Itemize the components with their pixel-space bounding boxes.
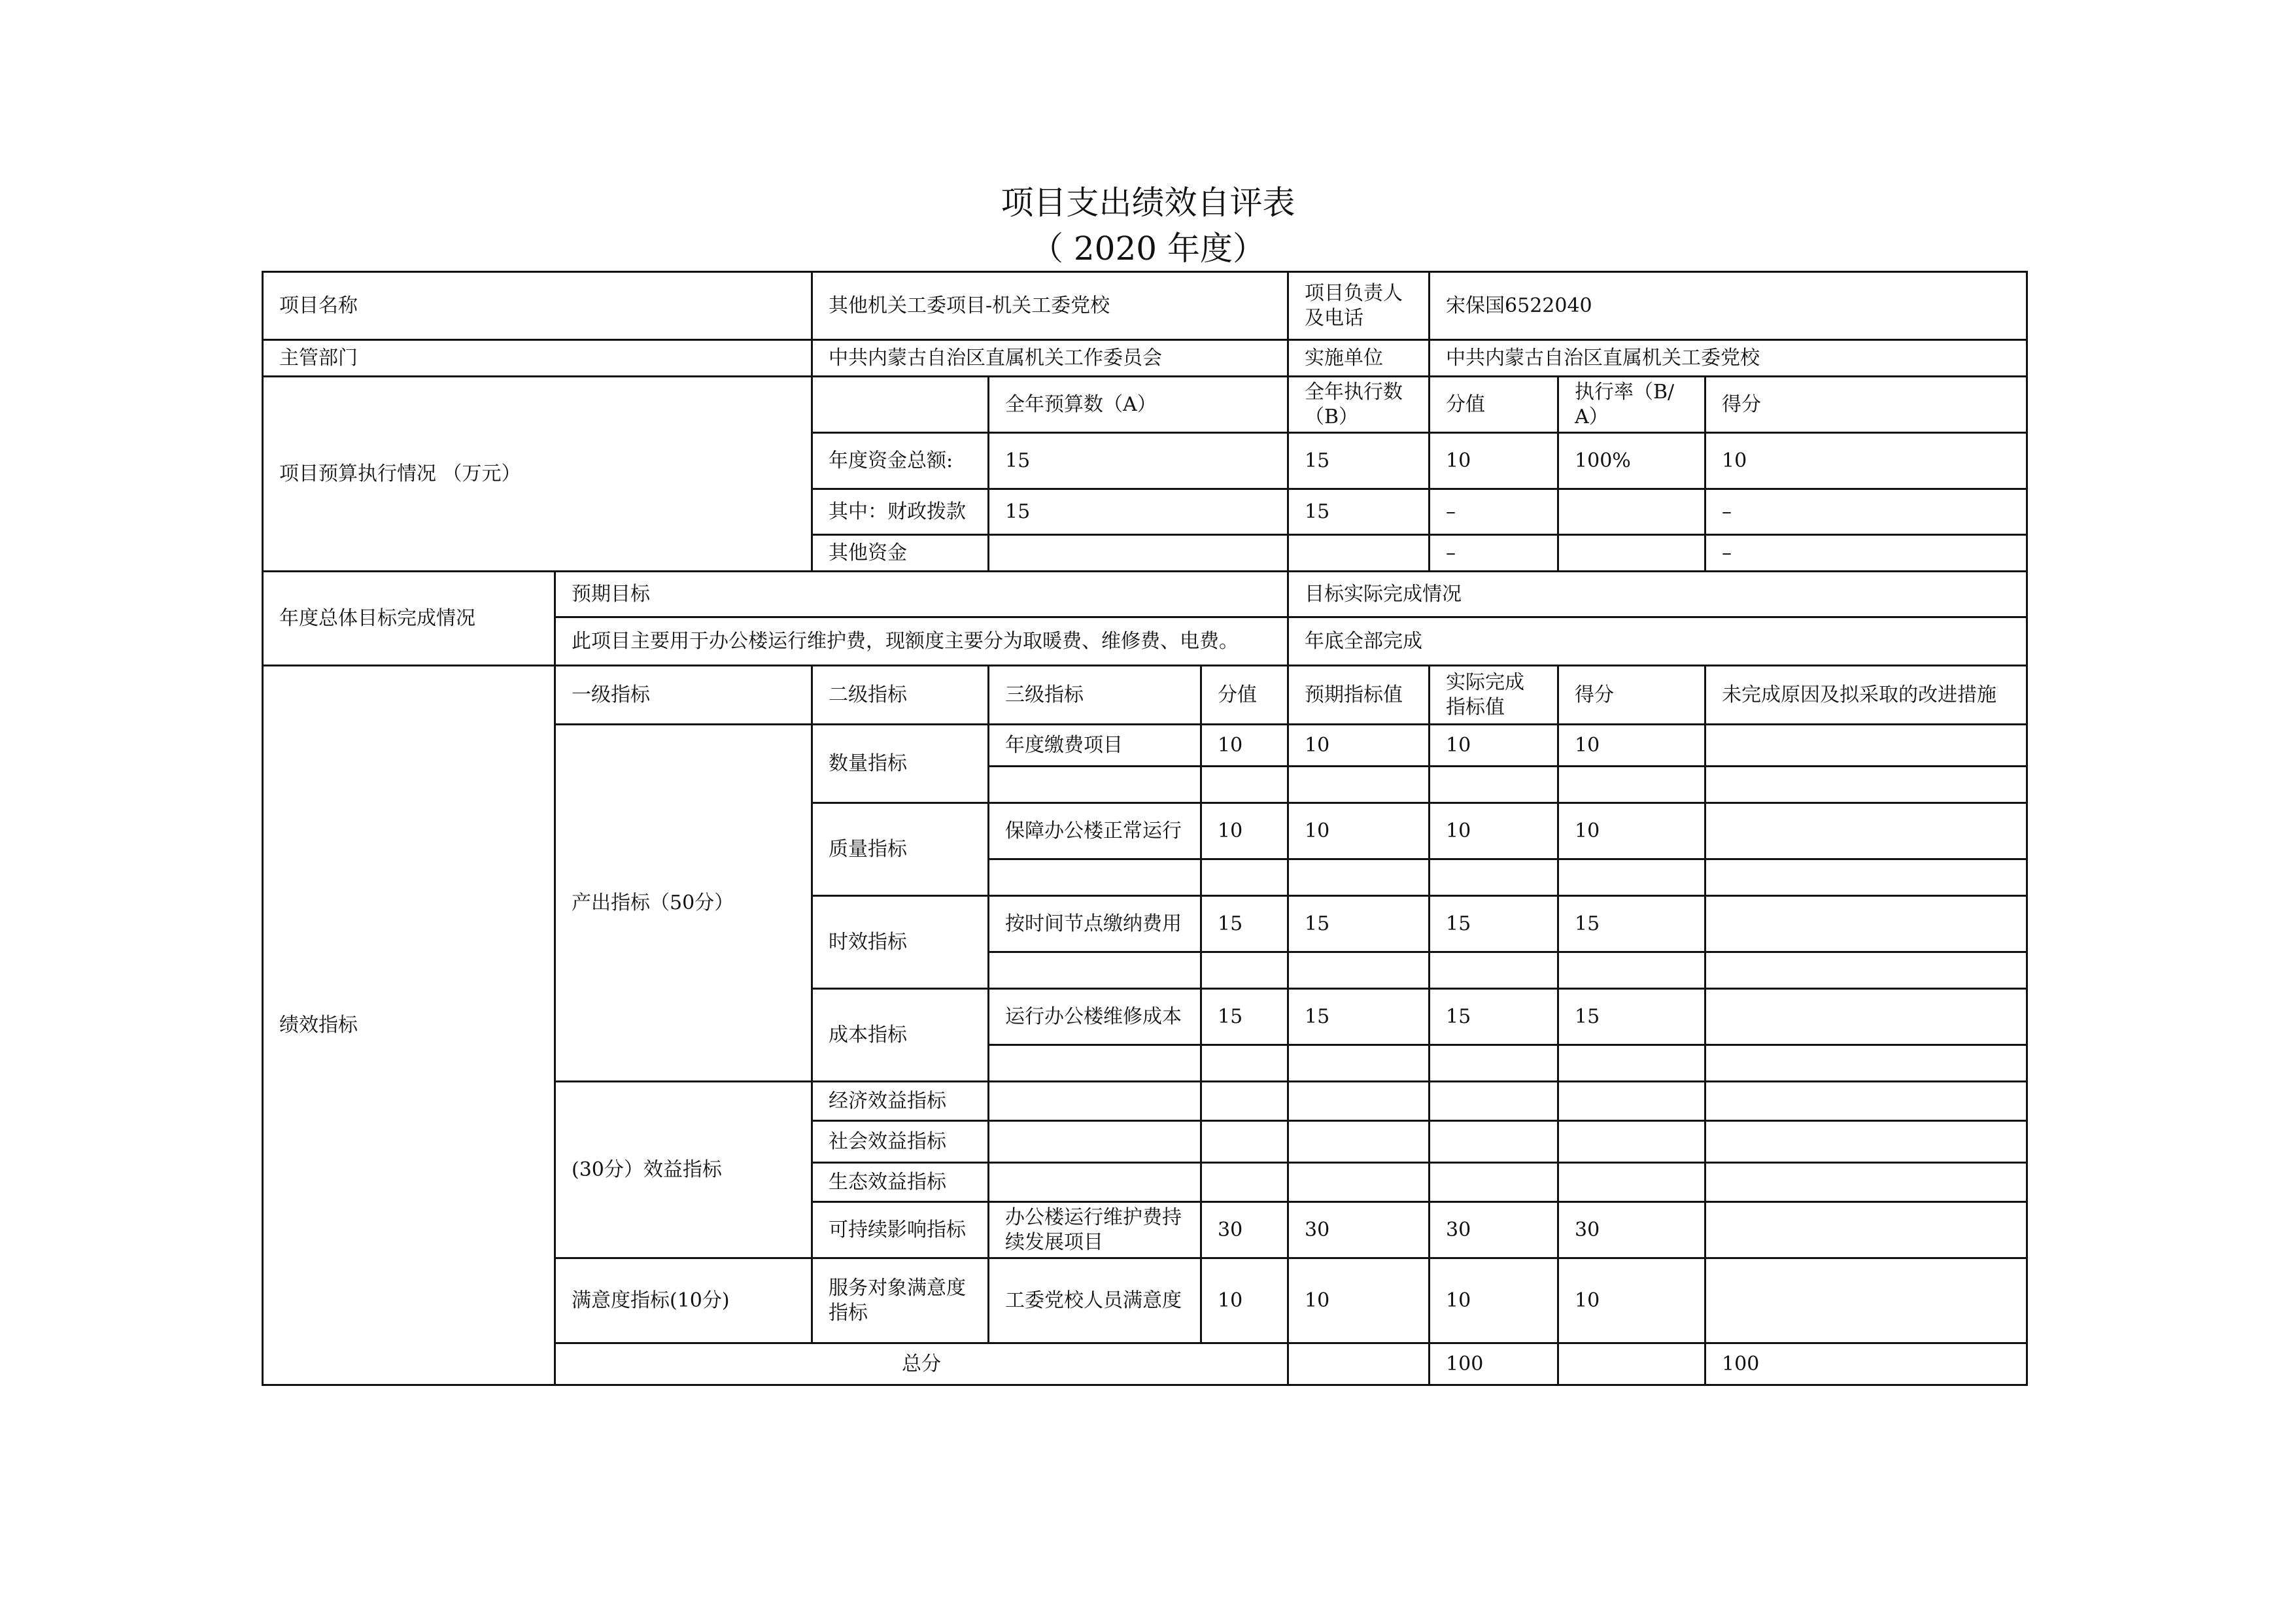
empty-cell (1558, 859, 1705, 896)
empty-cell (1558, 1082, 1705, 1121)
empty-cell (989, 952, 1201, 989)
indicator-actual: 10 (1430, 1258, 1558, 1343)
budget-row-a: 15 (989, 433, 1288, 489)
header-reason: 未完成原因及拟采取的改进措施 (1705, 666, 2027, 725)
indicator-item: 保障办公楼正常运行 (989, 803, 1201, 859)
total-weight (1288, 1343, 1430, 1385)
empty-cell (1705, 1121, 2027, 1163)
empty-cell (1288, 767, 1430, 803)
indicator-score: 10 (1558, 803, 1705, 859)
indicator-actual: 10 (1430, 725, 1558, 767)
indicator-reason (1705, 725, 2027, 767)
indicator-expected: 10 (1288, 1258, 1430, 1343)
indicator-item: 运行办公楼维修成本 (989, 989, 1201, 1045)
impl-label: 实施单位 (1288, 340, 1430, 377)
budget-row-a: 15 (989, 489, 1288, 535)
indicator-score: 10 (1558, 725, 1705, 767)
service-label: 服务对象满意度指标 (812, 1258, 989, 1343)
empty-cell (1430, 1163, 1558, 1202)
indicator-weight: 15 (1201, 989, 1288, 1045)
budget-row-score: – (1705, 535, 2027, 572)
empty-cell (1430, 1121, 1558, 1163)
empty-cell (989, 1082, 1201, 1121)
empty-cell (1201, 1121, 1288, 1163)
budget-row-score: 10 (1705, 433, 2027, 489)
indicator-weight: 30 (1201, 1202, 1288, 1258)
budget-header-score: 得分 (1705, 377, 2027, 433)
budget-row-weight: – (1430, 535, 1558, 572)
empty-cell (1705, 952, 2027, 989)
header-weight: 分值 (1201, 666, 1288, 725)
empty-cell (1201, 952, 1288, 989)
indicator-reason (1705, 1258, 2027, 1343)
budget-row-label: 年度资金总额: (812, 433, 989, 489)
indicator-expected: 30 (1288, 1202, 1430, 1258)
cost-label: 成本指标 (812, 989, 989, 1082)
empty-cell (1558, 1045, 1705, 1082)
empty-cell (1288, 1121, 1430, 1163)
goals-label: 年度总体目标完成情况 (263, 572, 555, 666)
indicator-actual: 15 (1430, 989, 1558, 1045)
page-subtitle: （ 2020 年度） (1030, 230, 1266, 268)
empty-cell (1705, 767, 2027, 803)
header-level3: 三级指标 (989, 666, 1201, 725)
budget-header-b: 全年执行数（B） (1288, 377, 1430, 433)
ecological-label: 生态效益指标 (812, 1163, 989, 1202)
indicator-item: 办公楼运行维护费持续发展项目 (989, 1202, 1201, 1258)
empty-cell (989, 859, 1201, 896)
page-title: 项目支出绩效自评表 (1001, 184, 1295, 222)
benefit-indicator-label: (30分）效益指标 (555, 1082, 812, 1258)
empty-cell (1705, 1082, 2027, 1121)
indicator-expected: 10 (1288, 803, 1430, 859)
sustainable-label: 可持续影响指标 (812, 1202, 989, 1258)
expected-goal-value: 此项目主要用于办公楼运行维护费，现额度主要分为取暖费、维修费、电费。 (555, 617, 1288, 666)
header-expected: 预期指标值 (1288, 666, 1430, 725)
empty-cell (989, 1045, 1201, 1082)
budget-row-label: 其他资金 (812, 535, 989, 572)
impl-value: 中共内蒙古自治区直属机关工委党校 (1430, 340, 2027, 377)
indicator-actual: 30 (1430, 1202, 1558, 1258)
empty-cell (1288, 1082, 1430, 1121)
actual-goal-value: 年底全部完成 (1288, 617, 2027, 666)
budget-row-b (1288, 535, 1430, 572)
indicator-weight: 10 (1201, 803, 1288, 859)
empty-cell (1558, 952, 1705, 989)
empty-cell (1430, 767, 1558, 803)
empty-cell (1288, 859, 1430, 896)
budget-header-rate: 执行率（B/A） (1558, 377, 1705, 433)
indicator-expected: 15 (1288, 896, 1430, 952)
budget-row-a (989, 535, 1288, 572)
empty-cell (1288, 1045, 1430, 1082)
leader-value: 宋保国6522040 (1430, 272, 2027, 340)
empty-cell (1201, 767, 1288, 803)
indicator-reason (1705, 896, 2027, 952)
dept-label: 主管部门 (263, 340, 812, 377)
satisfaction-indicator-label: 满意度指标(10分) (555, 1258, 812, 1343)
indicator-score: 10 (1558, 1258, 1705, 1343)
budget-row-rate (1558, 489, 1705, 535)
empty-cell (1705, 1045, 2027, 1082)
quality-label: 质量指标 (812, 803, 989, 896)
budget-header-a: 全年预算数（A） (989, 377, 1288, 433)
quantity-label: 数量指标 (812, 725, 989, 803)
expected-goal-label: 预期目标 (555, 572, 1288, 617)
empty-cell (1705, 1163, 2027, 1202)
empty-cell (1430, 1082, 1558, 1121)
leader-label: 项目负责人及电话 (1288, 272, 1430, 340)
header-actual: 实际完成指标值 (1430, 666, 1558, 725)
empty-cell (1288, 1163, 1430, 1202)
empty-cell (1201, 1045, 1288, 1082)
indicator-weight: 15 (1201, 896, 1288, 952)
indicator-reason (1705, 1202, 2027, 1258)
budget-row-weight: – (1430, 489, 1558, 535)
actual-goal-label: 目标实际完成情况 (1288, 572, 2027, 617)
budget-row-rate (1558, 535, 1705, 572)
budget-row-weight: 10 (1430, 433, 1558, 489)
social-label: 社会效益指标 (812, 1121, 989, 1163)
total-score: 100 (1705, 1343, 2027, 1385)
economic-label: 经济效益指标 (812, 1082, 989, 1121)
indicator-score: 30 (1558, 1202, 1705, 1258)
empty-cell (1430, 1045, 1558, 1082)
project-name-label: 项目名称 (263, 272, 812, 340)
indicator-actual: 10 (1430, 803, 1558, 859)
empty-cell (1558, 767, 1705, 803)
empty-cell (1430, 952, 1558, 989)
empty-cell (1201, 859, 1288, 896)
total-label: 总分 (555, 1343, 1288, 1385)
total-expected: 100 (1430, 1343, 1558, 1385)
timeliness-label: 时效指标 (812, 896, 989, 989)
budget-row-score: – (1705, 489, 2027, 535)
budget-row-label: 其中：财政拨款 (812, 489, 989, 535)
budget-header-weight: 分值 (1430, 377, 1558, 433)
performance-label: 绩效指标 (263, 666, 555, 1385)
indicator-weight: 10 (1201, 725, 1288, 767)
empty-cell (1558, 1163, 1705, 1202)
indicator-reason (1705, 989, 2027, 1045)
budget-label: 项目预算执行情况 （万元） (263, 377, 812, 572)
header-score: 得分 (1558, 666, 1705, 725)
empty-cell (1430, 859, 1558, 896)
empty-cell (1201, 1163, 1288, 1202)
indicator-item: 工委党校人员满意度 (989, 1258, 1201, 1343)
empty-cell (989, 1121, 1201, 1163)
budget-header-blank (812, 377, 989, 433)
indicator-score: 15 (1558, 989, 1705, 1045)
indicator-reason (1705, 803, 2027, 859)
empty-cell (989, 1163, 1201, 1202)
indicator-item: 年度缴费项目 (989, 725, 1201, 767)
budget-row-b: 15 (1288, 433, 1430, 489)
empty-cell (989, 767, 1201, 803)
dept-value: 中共内蒙古自治区直属机关工作委员会 (812, 340, 1288, 377)
header-level2: 二级指标 (812, 666, 989, 725)
empty-cell (1288, 952, 1430, 989)
output-indicator-label: 产出指标（50分） (555, 725, 812, 1082)
total-actual (1558, 1343, 1705, 1385)
budget-row-b: 15 (1288, 489, 1430, 535)
empty-cell (1201, 1082, 1288, 1121)
indicator-score: 15 (1558, 896, 1705, 952)
indicator-actual: 15 (1430, 896, 1558, 952)
header-level1: 一级指标 (555, 666, 812, 725)
empty-cell (1705, 859, 2027, 896)
indicator-weight: 10 (1201, 1258, 1288, 1343)
budget-row-rate: 100% (1558, 433, 1705, 489)
project-name-value: 其他机关工委项目-机关工委党校 (812, 272, 1288, 340)
indicator-expected: 15 (1288, 989, 1430, 1045)
indicator-expected: 10 (1288, 725, 1430, 767)
indicator-item: 按时间节点缴纳费用 (989, 896, 1201, 952)
performance-table (262, 271, 2028, 1386)
empty-cell (1558, 1121, 1705, 1163)
